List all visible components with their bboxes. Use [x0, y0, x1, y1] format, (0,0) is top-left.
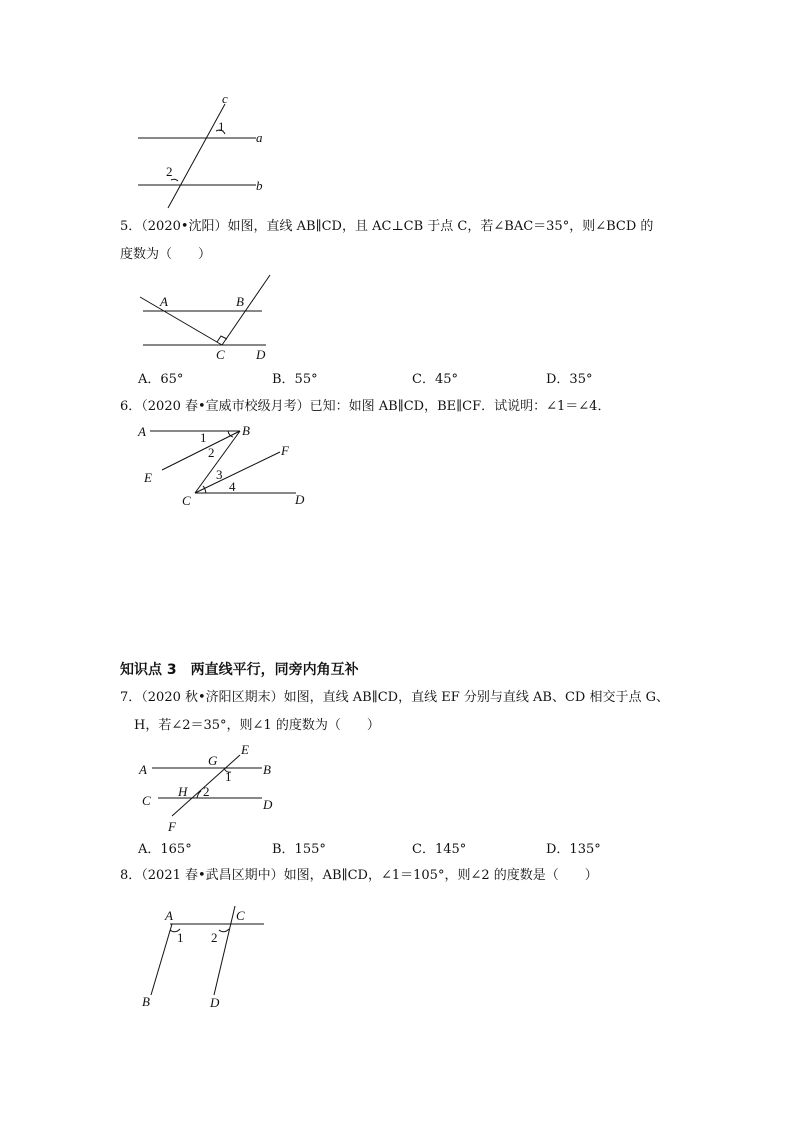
q7-line1: 7．（2020 秋•济阳区期末）如图，直线 AB∥CD，直线 EF 分别与直线 AB、CD 相交于点 G、 — [120, 690, 669, 705]
q6-angle-2: 2 — [208, 445, 215, 460]
q8-label-D: D — [210, 995, 220, 1010]
q8-line1: 8．（2021 春•武昌区期中）如图，AB∥CD，∠1＝105°，则∠2 的度数是（ ） — [120, 868, 598, 883]
q7-option-a[interactable]: A．165° — [138, 842, 192, 857]
q7-label-C: C — [142, 793, 151, 808]
q6-label-C: C — [182, 493, 191, 508]
q7-label-F: F — [168, 819, 176, 834]
angle-2-label: 2 — [166, 164, 173, 179]
q5-option-b[interactable]: B．55° — [272, 372, 318, 387]
q7-label-E: E — [241, 742, 249, 757]
q7-label-D: D — [263, 797, 273, 812]
q5-line2: 度数为（ ） — [120, 247, 212, 262]
q5-option-d[interactable]: D．35° — [546, 372, 593, 387]
q7-line2: H，若∠2＝35°，则∠1 的度数为（ ） — [134, 718, 380, 733]
q6-label-B: B — [242, 423, 250, 438]
q8-angle-1: 1 — [177, 930, 184, 945]
q8-angle-2: 2 — [211, 930, 218, 945]
q6-label-F: F — [281, 443, 289, 458]
label-a: a — [256, 130, 263, 145]
q5-label-A: A — [160, 294, 168, 309]
q6-angle-4: 4 — [229, 479, 236, 494]
q7-option-b[interactable]: B．155° — [272, 842, 326, 857]
q6-label-A: A — [138, 424, 146, 439]
q7-option-d[interactable]: D．135° — [546, 842, 601, 857]
q7-angle-1: 1 — [225, 769, 232, 784]
q5-label-B: B — [236, 294, 244, 309]
section-heading-3: 知识点 3 两直线平行，同旁内角互补 — [120, 662, 359, 678]
q8-label-B: B — [142, 994, 150, 1009]
q8-label-A: A — [165, 908, 173, 923]
q6-label-D: D — [295, 492, 305, 507]
q5-label-C: C — [216, 347, 225, 362]
label-c: c — [222, 91, 228, 106]
q7-label-G: G — [208, 753, 218, 768]
q6-label-E: E — [144, 470, 152, 485]
q5-line1: 5．（2020•沈阳）如图，直线 AB∥CD，且 AC⊥CB 于点 C，若∠BAC＝35°，则∠BCD 的 — [120, 219, 654, 234]
q7-label-H: H — [178, 784, 188, 799]
q5-option-c[interactable]: C．45° — [412, 372, 458, 387]
q6-angle-1: 1 — [200, 430, 207, 445]
q5-option-a[interactable]: A．65° — [138, 372, 184, 387]
q5-label-D: D — [256, 347, 266, 362]
q6-angle-3: 3 — [216, 467, 223, 482]
label-b: b — [256, 178, 263, 193]
q7-label-B: B — [263, 762, 271, 777]
q8-label-C: C — [236, 908, 245, 923]
q7-angle-2: 2 — [203, 784, 210, 799]
angle-1-label: 1 — [218, 119, 225, 134]
q6-line1: 6．（2020 春•宣威市校级月考）已知：如图 AB∥CD，BE∥CF．试说明：∠1＝∠4． — [120, 399, 611, 414]
q7-label-A: A — [139, 762, 147, 777]
q7-option-c[interactable]: C．145° — [412, 842, 467, 857]
